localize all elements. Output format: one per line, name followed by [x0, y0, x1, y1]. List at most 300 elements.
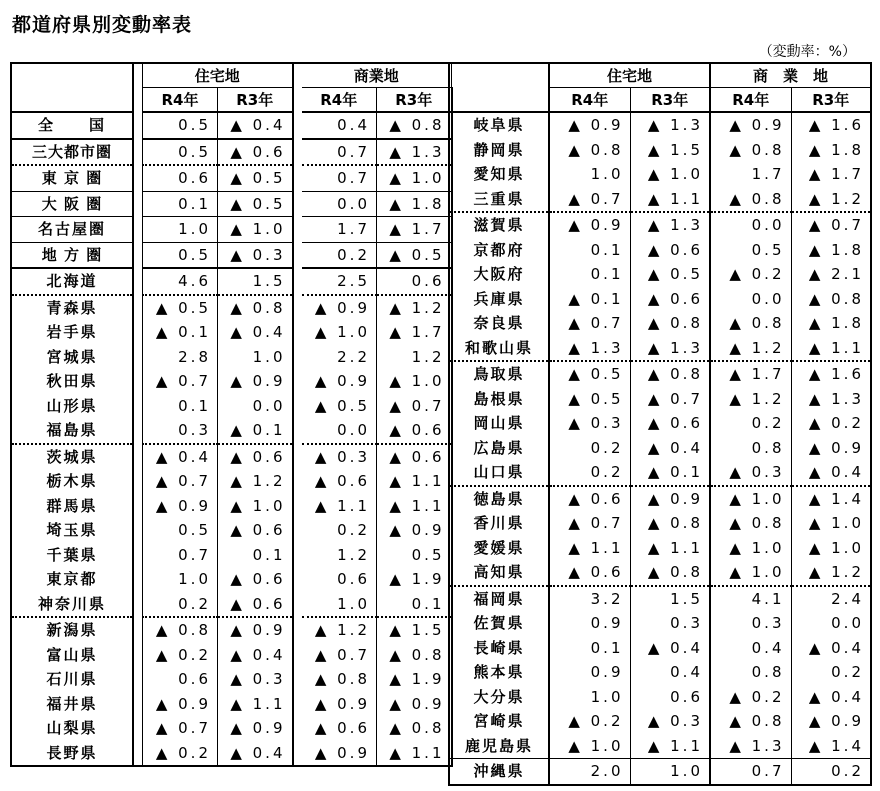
commercial-r4-value: ▲ 0.3: [302, 444, 377, 470]
table-row: [11, 369, 452, 394]
header-r3: R3年: [218, 88, 293, 113]
commercial-r3-value: ▲ 1.1: [377, 469, 452, 494]
commercial-r4-value: ▲ 0.3: [711, 460, 791, 486]
residential-r4-value: 0.1: [143, 394, 218, 419]
commercial-r3-value: 0.2: [791, 660, 871, 685]
table-row: [11, 191, 452, 217]
commercial-r3-value: 0.5: [377, 543, 452, 568]
residential-r3-value: ▲ 0.4: [630, 636, 710, 661]
commercial-r3-value: 1.2: [377, 345, 452, 370]
region-name: 島根県: [449, 387, 549, 412]
commercial-r4-value: ▲ 0.6: [302, 716, 377, 741]
commercial-r3-value: ▲ 0.8: [377, 716, 452, 741]
commercial-r4-value: ▲ 1.1: [302, 494, 377, 519]
table-row: [11, 112, 452, 139]
region-name: 石川県: [11, 667, 133, 692]
commercial-r3-value: ▲ 1.1: [377, 494, 452, 519]
commercial-r4-value: ▲ 1.2: [711, 387, 791, 412]
commercial-r4-value: ▲ 0.9: [711, 112, 791, 138]
table-row: [11, 139, 452, 166]
commercial-r3-value: ▲ 1.0: [377, 369, 452, 394]
table-row: [11, 242, 452, 268]
residential-r3-value: ▲ 1.1: [218, 692, 293, 717]
residential-r3-value: ▲ 0.1: [218, 418, 293, 444]
residential-r3-value: 0.6: [630, 685, 710, 710]
residential-r3-value: ▲ 1.1: [630, 536, 710, 561]
header-residential: 住宅地: [550, 63, 710, 88]
commercial-r4-value: ▲ 1.0: [711, 560, 791, 586]
residential-r4-value: 0.2: [550, 436, 630, 461]
table-row: [11, 567, 452, 592]
header-residential: 住宅地: [143, 63, 293, 88]
residential-r4-value: ▲ 0.7: [550, 187, 630, 213]
commercial-r3-value: ▲ 0.9: [377, 692, 452, 717]
table-row: [11, 667, 452, 692]
residential-r3-value: ▲ 0.6: [630, 287, 710, 312]
region-name: 熊本県: [449, 660, 549, 685]
commercial-r4-value: 4.1: [711, 586, 791, 612]
residential-r3-value: 1.0: [630, 759, 710, 785]
commercial-r3-value: ▲ 1.3: [791, 387, 871, 412]
table-row: [11, 394, 452, 419]
commercial-r3-value: ▲ 0.6: [377, 418, 452, 444]
region-name: 岐阜県: [449, 112, 549, 138]
header-commercial: 商 業 地: [711, 63, 871, 88]
commercial-r4-value: 0.0: [711, 212, 791, 238]
region-name: 愛知県: [449, 162, 549, 187]
commercial-r3-value: 0.2: [791, 759, 871, 785]
residential-r4-value: 0.6: [143, 667, 218, 692]
table-row: [449, 511, 871, 536]
commercial-r4-value: ▲ 0.9: [302, 295, 377, 321]
residential-r4-value: ▲ 1.1: [550, 536, 630, 561]
region-name: 東京都: [11, 567, 133, 592]
commercial-r3-value: ▲ 1.2: [791, 560, 871, 586]
residential-r4-value: ▲ 0.3: [550, 411, 630, 436]
residential-r3-value: ▲ 0.6: [630, 411, 710, 436]
residential-r4-value: ▲ 0.7: [143, 716, 218, 741]
residential-r3-value: ▲ 0.4: [218, 112, 293, 139]
table-row: [449, 734, 871, 759]
commercial-r4-value: 1.2: [302, 543, 377, 568]
residential-r3-value: ▲ 0.9: [630, 486, 710, 512]
residential-r4-value: 1.0: [143, 217, 218, 243]
region-name: 愛媛県: [449, 536, 549, 561]
region-name: 福島県: [11, 418, 133, 444]
residential-r4-value: ▲ 0.9: [550, 212, 630, 238]
commercial-r3-value: ▲ 0.7: [791, 212, 871, 238]
residential-r4-value: 0.5: [143, 139, 218, 166]
table-row: [449, 685, 871, 710]
table-row: [449, 759, 871, 785]
residential-r4-value: 0.5: [143, 112, 218, 139]
header-r4: R4年: [711, 88, 791, 113]
residential-r3-value: 0.1: [218, 543, 293, 568]
residential-r4-value: 0.9: [550, 660, 630, 685]
region-name: 岩手県: [11, 320, 133, 345]
residential-r4-value: 0.1: [550, 636, 630, 661]
table-row: [449, 636, 871, 661]
residential-r3-value: 1.5: [630, 586, 710, 612]
residential-r3-value: ▲ 0.8: [630, 361, 710, 387]
residential-r4-value: 3.2: [550, 586, 630, 612]
table-row: [449, 436, 871, 461]
residential-r4-value: 0.7: [143, 543, 218, 568]
commercial-r3-value: ▲ 1.7: [377, 217, 452, 243]
region-name: 千葉県: [11, 543, 133, 568]
table-row: [11, 320, 452, 345]
table-row: [449, 361, 871, 387]
residential-r4-value: ▲ 0.7: [550, 311, 630, 336]
commercial-r3-value: ▲ 0.7: [377, 394, 452, 419]
commercial-r4-value: 1.7: [302, 217, 377, 243]
commercial-r4-value: ▲ 0.2: [711, 262, 791, 287]
commercial-r3-value: ▲ 0.6: [377, 444, 452, 470]
region-name: 徳島県: [449, 486, 549, 512]
region-name: 東 京 圏: [11, 165, 133, 191]
residential-r4-value: 0.5: [143, 242, 218, 268]
commercial-r4-value: 0.4: [302, 112, 377, 139]
region-name: 長野県: [11, 741, 133, 767]
commercial-r3-value: ▲ 0.5: [377, 242, 452, 268]
commercial-r3-value: 0.0: [791, 611, 871, 636]
commercial-r3-value: ▲ 0.9: [791, 709, 871, 734]
residential-r3-value: ▲ 1.3: [630, 212, 710, 238]
commercial-r4-value: 1.0: [302, 592, 377, 618]
commercial-r3-value: ▲ 0.2: [791, 411, 871, 436]
region-name: 静岡県: [449, 138, 549, 163]
table-row: [449, 460, 871, 486]
commercial-r4-value: ▲ 0.8: [711, 311, 791, 336]
residential-r4-value: ▲ 0.9: [143, 494, 218, 519]
commercial-r4-value: 0.0: [302, 418, 377, 444]
commercial-r3-value: 0.1: [377, 592, 452, 618]
residential-r4-value: 0.6: [143, 165, 218, 191]
header-r4: R4年: [550, 88, 630, 113]
residential-r3-value: 0.0: [218, 394, 293, 419]
table-row: [11, 716, 452, 741]
table-row: [449, 486, 871, 512]
commercial-r4-value: ▲ 0.7: [302, 643, 377, 668]
region-name: 沖縄県: [449, 759, 549, 785]
commercial-r4-value: ▲ 1.0: [711, 486, 791, 512]
page-title: 都道府県別変動率表: [12, 14, 193, 36]
table-row: [11, 295, 452, 321]
residential-r3-value: ▲ 0.6: [218, 518, 293, 543]
residential-r4-value: ▲ 1.0: [550, 734, 630, 759]
table-row: [11, 518, 452, 543]
residential-r4-value: ▲ 0.2: [143, 741, 218, 767]
region-name: 大分県: [449, 685, 549, 710]
region-name: 青森県: [11, 295, 133, 321]
commercial-r3-value: ▲ 1.8: [377, 191, 452, 217]
region-name: 富山県: [11, 643, 133, 668]
commercial-r3-value: ▲ 1.0: [377, 165, 452, 191]
commercial-r4-value: 0.0: [711, 287, 791, 312]
commercial-r4-value: ▲ 1.7: [711, 361, 791, 387]
residential-r4-value: 0.2: [143, 592, 218, 618]
region-name: 地 方 圏: [11, 242, 133, 268]
residential-r4-value: ▲ 0.7: [143, 369, 218, 394]
commercial-r4-value: 0.2: [302, 518, 377, 543]
region-name: 福井県: [11, 692, 133, 717]
residential-r4-value: 0.5: [143, 518, 218, 543]
residential-r4-value: 0.1: [550, 262, 630, 287]
table-row: [449, 387, 871, 412]
residential-r4-value: 1.0: [143, 567, 218, 592]
commercial-r4-value: ▲ 1.2: [711, 336, 791, 362]
residential-r3-value: 1.0: [218, 345, 293, 370]
table-row: [11, 543, 452, 568]
residential-r4-value: ▲ 0.9: [550, 112, 630, 138]
region-name: 高知県: [449, 560, 549, 586]
commercial-r3-value: ▲ 1.4: [791, 486, 871, 512]
commercial-r4-value: 0.7: [711, 759, 791, 785]
commercial-r4-value: ▲ 0.8: [711, 511, 791, 536]
residential-r4-value: 0.3: [143, 418, 218, 444]
residential-r3-value: ▲ 0.6: [218, 444, 293, 470]
residential-r3-value: ▲ 0.5: [218, 191, 293, 217]
commercial-r4-value: 2.2: [302, 345, 377, 370]
commercial-r3-value: 0.6: [377, 268, 452, 295]
region-name: 山形県: [11, 394, 133, 419]
region-name: 山梨県: [11, 716, 133, 741]
residential-r3-value: ▲ 0.8: [218, 295, 293, 321]
commercial-r4-value: 0.3: [711, 611, 791, 636]
region-name: 長崎県: [449, 636, 549, 661]
residential-r4-value: ▲ 0.1: [143, 320, 218, 345]
commercial-r3-value: ▲ 1.0: [791, 536, 871, 561]
commercial-r3-value: ▲ 1.7: [377, 320, 452, 345]
commercial-r4-value: 0.8: [711, 660, 791, 685]
residential-r3-value: ▲ 1.0: [218, 494, 293, 519]
residential-r3-value: 0.4: [630, 660, 710, 685]
commercial-r3-value: ▲ 0.4: [791, 685, 871, 710]
residential-r3-value: ▲ 0.9: [218, 617, 293, 643]
residential-r3-value: ▲ 0.6: [218, 567, 293, 592]
table-row: [11, 692, 452, 717]
residential-r4-value: 1.0: [550, 685, 630, 710]
commercial-r3-value: ▲ 1.5: [377, 617, 452, 643]
header-r3: R3年: [791, 88, 871, 113]
table-row: [449, 187, 871, 213]
commercial-r3-value: ▲ 1.6: [791, 361, 871, 387]
residential-r4-value: ▲ 0.4: [143, 444, 218, 470]
region-name: 埼玉県: [11, 518, 133, 543]
commercial-r3-value: ▲ 1.4: [791, 734, 871, 759]
residential-r4-value: ▲ 1.3: [550, 336, 630, 362]
region-name: 香川県: [449, 511, 549, 536]
commercial-r4-value: ▲ 0.8: [711, 187, 791, 213]
residential-r3-value: ▲ 1.2: [218, 469, 293, 494]
commercial-r4-value: 0.2: [302, 242, 377, 268]
residential-r3-value: ▲ 0.9: [218, 716, 293, 741]
header-r4: R4年: [302, 88, 377, 113]
region-name: 大 阪 圏: [11, 191, 133, 217]
residential-r4-value: 2.8: [143, 345, 218, 370]
commercial-r3-value: ▲ 1.1: [377, 741, 452, 767]
right-table: [448, 62, 872, 786]
table-row: [11, 741, 452, 767]
residential-r3-value: ▲ 1.1: [630, 187, 710, 213]
residential-r3-value: ▲ 0.8: [630, 560, 710, 586]
residential-r3-value: ▲ 0.6: [630, 238, 710, 263]
commercial-r4-value: 1.7: [711, 162, 791, 187]
residential-r3-value: ▲ 0.4: [218, 643, 293, 668]
commercial-r3-value: ▲ 1.2: [791, 187, 871, 213]
region-name: 鳥取県: [449, 361, 549, 387]
table-row: [449, 709, 871, 734]
commercial-r3-value: ▲ 0.4: [791, 636, 871, 661]
header-r4: R4年: [143, 88, 218, 113]
region-name: 山口県: [449, 460, 549, 486]
table-row: [449, 311, 871, 336]
commercial-r4-value: ▲ 1.2: [302, 617, 377, 643]
residential-r4-value: ▲ 0.2: [143, 643, 218, 668]
region-name: 北海道: [11, 268, 133, 295]
residential-r3-value: ▲ 0.5: [630, 262, 710, 287]
region-name: 神奈川県: [11, 592, 133, 618]
residential-r3-value: ▲ 0.7: [630, 387, 710, 412]
region-name: 福岡県: [449, 586, 549, 612]
region-name: 和歌山県: [449, 336, 549, 362]
commercial-r3-value: ▲ 1.9: [377, 567, 452, 592]
residential-r4-value: ▲ 0.9: [143, 692, 218, 717]
commercial-r4-value: ▲ 1.0: [302, 320, 377, 345]
residential-r3-value: ▲ 1.5: [630, 138, 710, 163]
commercial-r4-value: ▲ 0.6: [302, 469, 377, 494]
commercial-r4-value: ▲ 1.0: [711, 536, 791, 561]
commercial-r3-value: ▲ 1.0: [791, 511, 871, 536]
residential-r4-value: 4.6: [143, 268, 218, 295]
commercial-r4-value: 0.6: [302, 567, 377, 592]
residential-r3-value: ▲ 0.3: [630, 709, 710, 734]
table-row: [11, 217, 452, 243]
commercial-r3-value: ▲ 1.9: [377, 667, 452, 692]
region-name: 新潟県: [11, 617, 133, 643]
commercial-r4-value: ▲ 0.8: [711, 709, 791, 734]
residential-r3-value: ▲ 0.4: [218, 320, 293, 345]
table-row: [449, 536, 871, 561]
residential-r3-value: ▲ 0.6: [218, 139, 293, 166]
region-name: 京都府: [449, 238, 549, 263]
commercial-r4-value: ▲ 0.8: [302, 667, 377, 692]
region-name: 佐賀県: [449, 611, 549, 636]
commercial-r3-value: ▲ 0.4: [791, 460, 871, 486]
table-row: [449, 138, 871, 163]
commercial-r3-value: ▲ 1.3: [377, 139, 452, 166]
residential-r4-value: 2.0: [550, 759, 630, 785]
region-name: 茨城県: [11, 444, 133, 470]
region-name: 栃木県: [11, 469, 133, 494]
table-row: [449, 262, 871, 287]
header-r3: R3年: [630, 88, 710, 113]
residential-r4-value: ▲ 0.6: [550, 486, 630, 512]
region-name: 名古屋圏: [11, 217, 133, 243]
table-row: [449, 238, 871, 263]
residential-r3-value: ▲ 1.1: [630, 734, 710, 759]
unit-label: （変動率：%）: [758, 44, 856, 60]
commercial-r4-value: 0.7: [302, 165, 377, 191]
residential-r3-value: ▲ 0.5: [218, 165, 293, 191]
region-name: 大阪府: [449, 262, 549, 287]
table-row: [11, 418, 452, 444]
commercial-r3-value: ▲ 0.8: [377, 643, 452, 668]
commercial-r4-value: ▲ 0.9: [302, 741, 377, 767]
table-row: [449, 287, 871, 312]
region-name: 群馬県: [11, 494, 133, 519]
residential-r4-value: 0.1: [143, 191, 218, 217]
residential-r4-value: ▲ 0.1: [550, 287, 630, 312]
region-name: 鹿児島県: [449, 734, 549, 759]
commercial-r4-value: ▲ 0.9: [302, 369, 377, 394]
region-name: 兵庫県: [449, 287, 549, 312]
table-row: [11, 444, 452, 470]
table-row: [11, 469, 452, 494]
residential-r3-value: ▲ 1.3: [630, 112, 710, 138]
residential-r4-value: 0.9: [550, 611, 630, 636]
region-name: 広島県: [449, 436, 549, 461]
commercial-r4-value: ▲ 0.9: [302, 692, 377, 717]
region-name: 宮城県: [11, 345, 133, 370]
residential-r3-value: ▲ 0.1: [630, 460, 710, 486]
table-row: [449, 560, 871, 586]
table-row: [449, 411, 871, 436]
residential-r4-value: ▲ 0.7: [143, 469, 218, 494]
commercial-r4-value: 0.2: [711, 411, 791, 436]
residential-r3-value: ▲ 1.0: [218, 217, 293, 243]
table-row: [11, 643, 452, 668]
commercial-r4-value: ▲ 0.2: [711, 685, 791, 710]
commercial-r4-value: 0.8: [711, 436, 791, 461]
commercial-r3-value: ▲ 1.8: [791, 311, 871, 336]
commercial-r3-value: ▲ 1.2: [377, 295, 452, 321]
residential-r3-value: ▲ 0.4: [630, 436, 710, 461]
residential-r3-value: ▲ 1.0: [630, 162, 710, 187]
commercial-r4-value: ▲ 1.3: [711, 734, 791, 759]
residential-r3-value: ▲ 0.6: [218, 592, 293, 618]
commercial-r4-value: 0.7: [302, 139, 377, 166]
commercial-r4-value: 0.5: [711, 238, 791, 263]
residential-r4-value: ▲ 0.8: [143, 617, 218, 643]
residential-r4-value: 0.2: [550, 460, 630, 486]
residential-r4-value: ▲ 0.8: [550, 138, 630, 163]
commercial-r3-value: ▲ 0.9: [377, 518, 452, 543]
region-name: 岡山県: [449, 411, 549, 436]
commercial-r3-value: ▲ 1.1: [791, 336, 871, 362]
table-row: [449, 586, 871, 612]
table-row: [449, 212, 871, 238]
residential-r3-value: ▲ 0.8: [630, 311, 710, 336]
region-name: 奈良県: [449, 311, 549, 336]
commercial-r3-value: ▲ 1.7: [791, 162, 871, 187]
region-name: 三大都市圏: [11, 139, 133, 166]
commercial-r3-value: ▲ 0.8: [377, 112, 452, 139]
table-row: [11, 268, 452, 295]
commercial-r4-value: 0.4: [711, 636, 791, 661]
region-name: 秋田県: [11, 369, 133, 394]
table-row: [449, 162, 871, 187]
table-row: [11, 592, 452, 618]
residential-r3-value: ▲ 0.3: [218, 242, 293, 268]
commercial-r3-value: 2.4: [791, 586, 871, 612]
commercial-r3-value: ▲ 0.8: [791, 287, 871, 312]
residential-r4-value: ▲ 0.7: [550, 511, 630, 536]
commercial-r4-value: ▲ 0.5: [302, 394, 377, 419]
residential-r4-value: ▲ 0.5: [550, 387, 630, 412]
residential-r4-value: ▲ 0.5: [550, 361, 630, 387]
commercial-r3-value: ▲ 1.8: [791, 138, 871, 163]
